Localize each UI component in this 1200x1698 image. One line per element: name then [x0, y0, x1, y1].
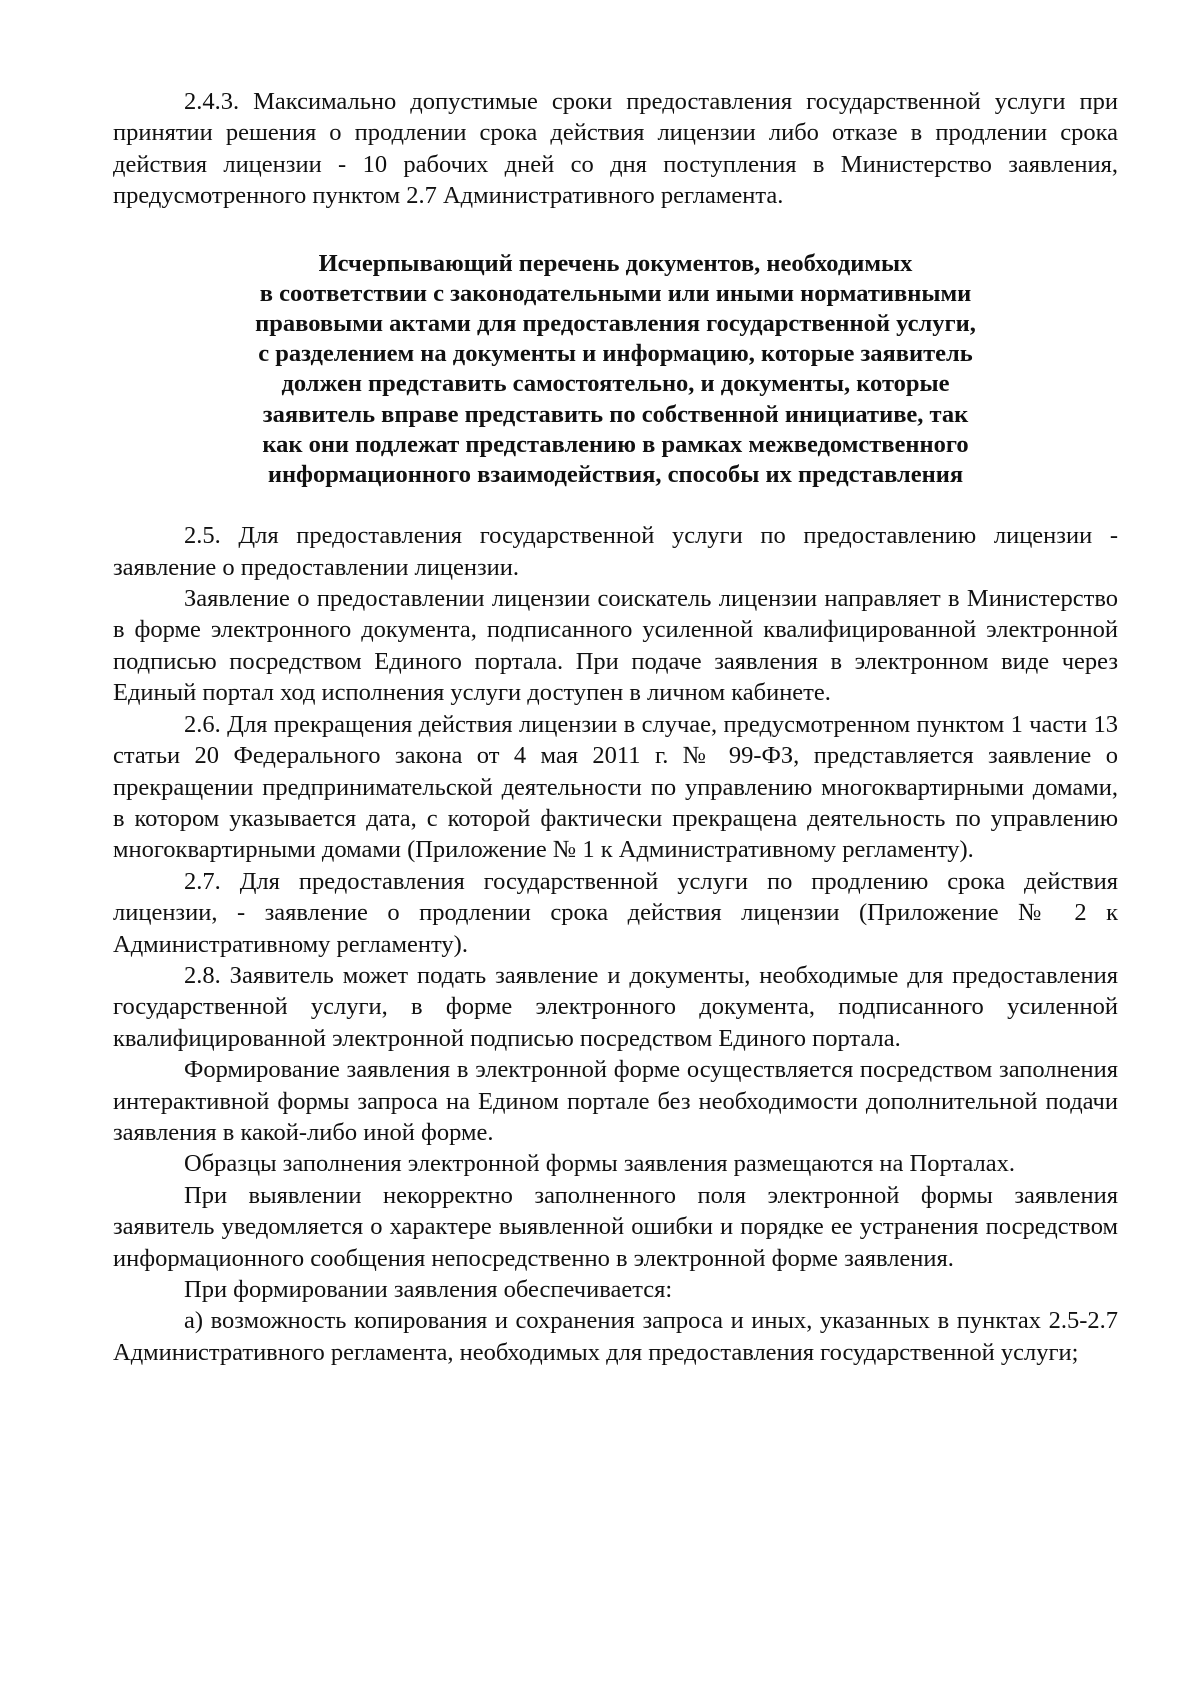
heading-line: правовыми актами для предоставления государственной услуги, [255, 310, 976, 338]
paragraph-2-4-3: 2.4.3. Максимально допустимые сроки предоставления государственной услуги при принятии решения о продлении срока действия лицензии либо отказе в продлении срока действия лицензии - 10 рабочих дней со дня поступления в Министерство заявления, предусмотренного пунктом 2.7 Административного регламента. [113, 88, 1118, 210]
document-page [113, 86, 1118, 1368]
heading-line: как они подлежат представлению в рамках межведомственного [262, 430, 969, 458]
heading-line: в соответствии с законодательными или иными нормативными [259, 279, 972, 307]
heading-line: Исчерпывающий перечень документов, необходимых [318, 249, 913, 277]
heading-line: должен представить самостоятельно, и документы, которые [281, 370, 950, 398]
paragraph-2-5-application: Заявление о предоставлении лицензии соискатель лицензии направляет в Министерство в форме электронного документа, подписанного усиленной квалифицированной электронной подписью посредством Единого портала. При подаче заявления в электронном виде через Единый портал ход исполнения услуги доступен в личном кабинете. [113, 585, 1118, 707]
paragraph-2-5: 2.5. Для предоставления государственной услуги по предоставлению лицензии - заявление о предоставлении лицензии. [113, 522, 1118, 581]
paragraph-forming: Формирование заявления в электронной форме осуществляется посредством заполнения интерактивной формы запроса на Едином портале без необходимости дополнительной подачи заявления в какой-либо иной форме. [113, 1056, 1118, 1146]
paragraph-item-a: а) возможность копирования и сохранения запроса и иных, указанных в пунктах 2.5-2.7 Административного регламента, необходимых для предоставления государственной услуги; [113, 1307, 1118, 1366]
paragraph-ensured: При формировании заявления обеспечивается: [184, 1276, 673, 1303]
heading-line: информационного взаимодействия, способы их представления [267, 461, 964, 489]
paragraph-samples: Образцы заполнения электронной формы заявления размещаются на Порталах. [184, 1150, 1015, 1178]
heading-line: заявитель вправе представить по собственной инициативе, так [262, 400, 969, 428]
paragraph-errors: При выявлении некорректно заполненного поля электронной формы заявления заявитель уведомляется о характере выявленной ошибки и порядке ее устранения посредством информационного сообщения непосредственно в электронной форме заявления. [113, 1181, 1118, 1272]
section-heading [151, 249, 1080, 491]
paragraph-2-7: 2.7. Для предоставления государственной услуги по продлению срока действия лицензии, - заявление о продлении срока действия лицензии (Приложение № 2 к Административному регламенту). [113, 867, 1118, 958]
heading-line: с разделением на документы и информацию, которые заявитель [258, 340, 973, 368]
paragraph-2-8: 2.8. Заявитель может подать заявление и документы, необходимые для предоставления государственной услуги, в форме электронного документа, подписанного усиленной квалифицированной электронной подписью посредством Единого портала. [113, 961, 1118, 1052]
paragraph-2-6: 2.6. Для прекращения действия лицензии в случае, предусмотренном пунктом 1 части 13 статьи 20 Федерального закона от 4 мая 2011 г. № 99-ФЗ, представляется заявление о прекращении предпринимательской деятельности по управлению многоквартирными домами, в котором указывается дата, с которой фактически прекращена деятельность по управлению многоквартирными домами (Приложение № 1 к Административному регламенту). [113, 710, 1118, 864]
